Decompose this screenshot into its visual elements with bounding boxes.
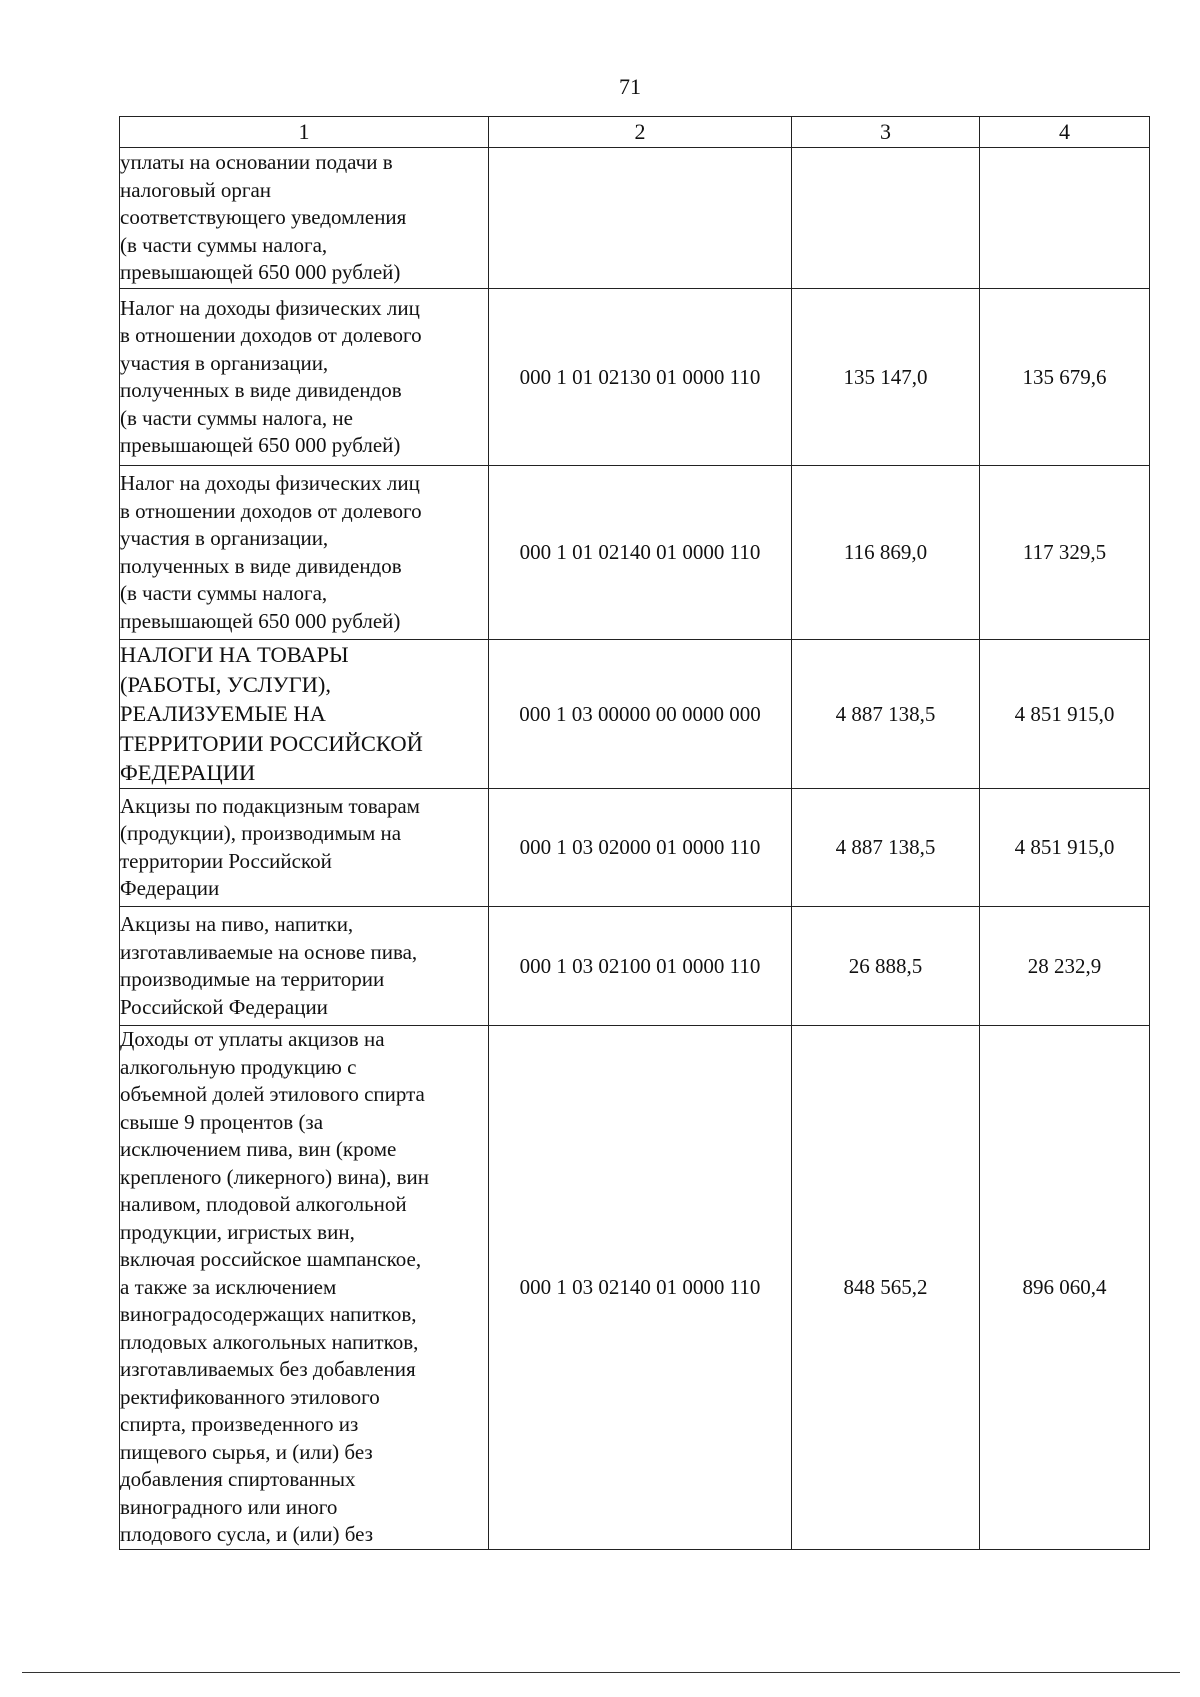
revenue-name-line: пищевого сырья, и (или) без bbox=[120, 1439, 373, 1464]
table-row bbox=[120, 466, 1150, 640]
revenue-name-line: алкогольную продукцию с bbox=[120, 1054, 357, 1079]
value-column-3-cell: 4 887 138,5 bbox=[792, 789, 980, 907]
revenue-name-line: наливом, плодовой алкогольной bbox=[120, 1192, 407, 1216]
revenue-name-line: включая российское шампанское, bbox=[120, 1247, 422, 1271]
value-column-3-cell bbox=[792, 148, 980, 289]
revenue-name-line: виноградосодержащих напитков, bbox=[120, 1302, 417, 1326]
revenue-name-line: виноградного или иного bbox=[120, 1494, 338, 1519]
value-column-4-cell: 28 232,9 bbox=[980, 907, 1150, 1026]
revenue-name-line: НАЛОГИ НА ТОВАРЫ bbox=[120, 642, 349, 668]
revenue-name-line: полученных в виде дивидендов bbox=[120, 378, 402, 402]
value-column-3-cell: 848 565,2 bbox=[792, 1026, 980, 1550]
table-row bbox=[120, 289, 1150, 466]
revenue-name-line: свыше 9 процентов (за bbox=[120, 1109, 324, 1134]
revenue-name-cell bbox=[120, 789, 489, 907]
value-column-3-cell: 26 888,5 bbox=[792, 907, 980, 1026]
table-row bbox=[120, 907, 1150, 1026]
revenue-name-cell bbox=[120, 640, 489, 789]
budget-revenue-table bbox=[119, 116, 1150, 1550]
revenue-name-line: участия в организации, bbox=[120, 350, 329, 375]
revenue-name-line: в отношении доходов от долевого bbox=[120, 498, 422, 523]
revenue-name-line: превышающей 650 000 рублей) bbox=[120, 608, 401, 633]
revenue-name-line: изготавливаемых без добавления bbox=[120, 1357, 416, 1381]
budget-code-cell: 000 1 03 00000 00 0000 000 bbox=[489, 640, 792, 789]
revenue-name-line: полученных в виде дивидендов bbox=[120, 553, 402, 578]
value-column-3-cell: 4 887 138,5 bbox=[792, 640, 980, 789]
revenue-name-line: налоговый орган bbox=[120, 177, 271, 202]
revenue-name-line: спирта, произведенного из bbox=[120, 1412, 359, 1436]
revenue-name-line: в отношении доходов от долевого bbox=[120, 323, 422, 347]
table-header-row bbox=[120, 117, 1150, 148]
page-number: 71 bbox=[619, 74, 641, 99]
revenue-name-line: Федерации bbox=[120, 876, 220, 900]
revenue-name-line: Российской Федерации bbox=[120, 994, 328, 1019]
value-column-4-cell: 896 060,4 bbox=[980, 1026, 1150, 1550]
revenue-name-line: плодовых алкогольных напитков, bbox=[120, 1329, 419, 1354]
budget-code-cell: 000 1 03 02100 01 0000 110 bbox=[489, 907, 792, 1026]
budget-code-cell: 000 1 03 02140 01 0000 110 bbox=[489, 1026, 792, 1550]
table-row bbox=[120, 148, 1150, 289]
revenue-name-line: участия в организации, bbox=[120, 526, 329, 550]
column-number-1: 1 bbox=[120, 117, 489, 148]
value-column-4-cell: 4 851 915,0 bbox=[980, 640, 1150, 789]
page-bottom-rule bbox=[22, 1672, 1180, 1673]
revenue-name-line: (продукции), производимым на bbox=[120, 821, 402, 845]
column-number-3: 3 bbox=[792, 117, 980, 148]
revenue-name-line: ТЕРРИТОРИИ РОССИЙСКОЙ bbox=[120, 730, 423, 756]
budget-code-cell bbox=[489, 148, 792, 289]
value-column-4-cell bbox=[980, 148, 1150, 289]
revenue-name-cell bbox=[120, 289, 489, 466]
revenue-name-line: ФЕДЕРАЦИИ bbox=[120, 760, 256, 786]
revenue-name-line: соответствующего уведомления bbox=[120, 205, 407, 230]
revenue-name-line: территории Российской bbox=[120, 848, 332, 873]
revenue-name-line: объемной долей этилового спирта bbox=[120, 1082, 425, 1106]
revenue-name-line: (РАБОТЫ, УСЛУГИ), bbox=[120, 671, 331, 697]
revenue-name-line: Акцизы по подакцизным товарам bbox=[120, 793, 420, 818]
revenue-name-line: крепленого (ликерного) вина), вин bbox=[120, 1164, 430, 1189]
revenue-name-line: изготавливаемые на основе пива, bbox=[120, 939, 418, 964]
value-column-3-cell: 116 869,0 bbox=[792, 466, 980, 640]
revenue-name-line: добавления спиртованных bbox=[120, 1467, 356, 1491]
revenue-name-line: (в части суммы налога, не bbox=[120, 405, 353, 430]
revenue-name-line: уплаты на основании подачи в bbox=[120, 150, 393, 175]
table-row bbox=[120, 789, 1150, 907]
table-row bbox=[120, 640, 1150, 789]
value-column-4-cell: 4 851 915,0 bbox=[980, 789, 1150, 907]
revenue-name-cell bbox=[120, 466, 489, 640]
revenue-name-line: РЕАЛИЗУЕМЫЕ НА bbox=[120, 701, 326, 727]
column-number-4: 4 bbox=[980, 117, 1150, 148]
table-row bbox=[120, 1026, 1150, 1550]
budget-code-cell: 000 1 03 02000 01 0000 110 bbox=[489, 789, 792, 907]
revenue-name-line: Налог на доходы физических лиц bbox=[120, 471, 420, 495]
revenue-name-line: а также за исключением bbox=[120, 1274, 337, 1299]
revenue-name-cell bbox=[120, 1026, 489, 1550]
revenue-name-line: Доходы от уплаты акцизов на bbox=[120, 1027, 385, 1051]
revenue-name-cell bbox=[120, 148, 489, 289]
revenue-name-line: Налог на доходы физических лиц bbox=[120, 295, 420, 320]
value-column-4-cell: 117 329,5 bbox=[980, 466, 1150, 640]
value-column-4-cell: 135 679,6 bbox=[980, 289, 1150, 466]
revenue-name-line: превышающей 650 000 рублей) bbox=[120, 433, 401, 457]
revenue-name-line: (в части суммы налога, bbox=[120, 232, 328, 257]
revenue-name-line: исключением пива, вин (кроме bbox=[120, 1137, 397, 1161]
revenue-name-line: превышающей 650 000 рублей) bbox=[120, 260, 401, 285]
budget-code-cell: 000 1 01 02130 01 0000 110 bbox=[489, 289, 792, 466]
budget-code-cell: 000 1 01 02140 01 0000 110 bbox=[489, 466, 792, 640]
column-number-2: 2 bbox=[489, 117, 792, 148]
revenue-name-line: производимые на территории bbox=[120, 967, 385, 991]
revenue-name-line: продукции, игристых вин, bbox=[120, 1219, 355, 1244]
revenue-name-line: плодового сусла, и (или) без bbox=[120, 1522, 374, 1546]
revenue-name-cell bbox=[120, 907, 489, 1026]
value-column-3-cell: 135 147,0 bbox=[792, 289, 980, 466]
revenue-name-line: ректификованного этилового bbox=[120, 1384, 380, 1409]
revenue-name-line: Акцизы на пиво, напитки, bbox=[120, 912, 354, 936]
revenue-name-line: (в части суммы налога, bbox=[120, 581, 328, 605]
